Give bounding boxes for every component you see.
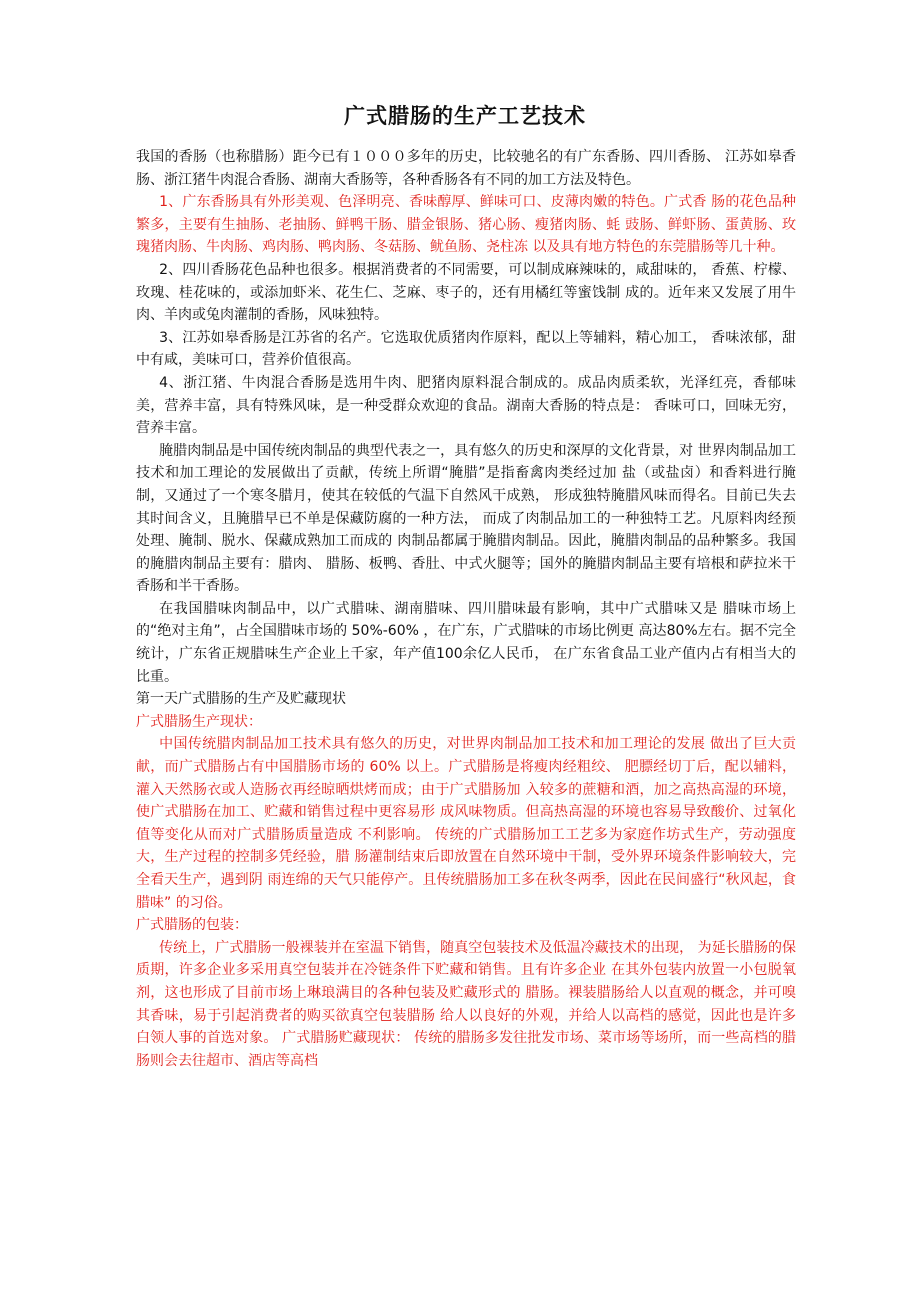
paragraph-guangdong-sausage: 1、广东香肠具有外形美观、色泽明亮、香味醇厚、鲜味可口、皮薄肉嫩的特色。广式香 肠的花色品种繁多，主要有生抽肠、老抽肠、鲜鸭干肠、腊金银肠、猪心肠、瘦猪肉肠、蚝 豉肠、鲜虾肠、蛋黄肠、玫瑰猪肉肠、牛肉肠、鸡肉肠、鸭肉肠、冬菇肠、鱿鱼肠、尧柱冻 以及具有地方特色的东莞腊肠等几十种。	[136, 194, 796, 256]
paragraph-zhejiang-sausage: 4、浙江猪、牛肉混合香肠是选用牛肉、肥猪肉原料混合制成的。成品肉质柔软，光泽红亮，香郁味美，营养丰富，具有特殊风味，是一种受群众欢迎的食品。湖南大香肠的特点是： 香味可口，回味无穷，营养丰富。	[136, 374, 796, 437]
paragraph-jiangsu-sausage: 3、江苏如皋香肠是江苏省的名产。它选取优质猪肉作原料，配以上等辅料，精心加工， 香味浓郁，甜中有咸，美味可口，营养价值很高。	[136, 329, 796, 369]
document-title: 广式腊肠的生产工艺技术	[344, 104, 586, 128]
paragraph-market: 在我国腊味肉制品中，以广式腊味、湖南腊味、四川腊味最有影响，其中广式腊味又是 腊味市场上的“绝对主角”，占全国腊味市场的 50%-60% ，在广东，广式腊味的市场比例更 高达80%左右。据不完全统计，广东省正规腊味生产企业上千家，年产值100余亿人民币， 在广东省食品工业产值内占有相当大的比重。	[136, 600, 796, 685]
document-body	[136, 146, 796, 1072]
paragraph-cured-meat: 腌腊肉制品是中国传统肉制品的典型代表之一，具有悠久的历史和深厚的文化背景，对 世界肉制品加工技术和加工理论的发展做出了贡献，传统上所谓“腌腊”是指畜禽肉类经过加 盐（或盐卤）和香料进行腌制，又通过了一个寒冬腊月，使其在较低的气温下自然风干成熟， 形成独特腌腊风味而得名。目前已失去其时间含义，且腌腊早已不单是保藏防腐的一种方法， 而成了肉制品加工的一种独特工艺。凡原料肉经预处理、腌制、脱水、保藏成熟加工而成的 肉制品都属于腌腊肉制品。因此，腌腊肉制品的品种繁多。我国的腌腊肉制品主要有：腊肉、 腊肠、板鸭、香肚、中式火腿等；国外的腌腊肉制品主要有培根和萨拉米干香肠和半干香肠。	[136, 442, 796, 595]
paragraph-sichuan-sausage: 2、四川香肠花色品种也很多。根据消费者的不同需要，可以制成麻辣味的，咸甜味的， 香蕉、柠檬、玫瑰、桂花味的，或添加虾米、花生仁、芝麻、枣子的，还有用橘红等蜜饯制 成的。近年来又发展了用牛肉、羊肉或兔肉灌制的香肠，风味独特。	[136, 261, 796, 324]
paragraph-production-status: 中国传统腊肉制品加工技术具有悠久的历史，对世界肉制品加工技术和加工理论的发展 做出了巨大贡献，而广式腊肠占有中国腊肠市场的 60% 以上。广式腊肠是将瘦肉经粗绞、 肥膘经切丁后，配以辅料， 灌入天然肠衣或人造肠衣再经晾晒烘烤而成；由于广式腊肠加 入较多的蔗糖和酒，加之高热高湿的环境，使广式腊肠在加工、贮藏和销售过程中更容易形 成风味物质。但高热高湿的环境也容易导致酸价、过氧化值等变化从而对广式腊肠质量造成 不利影响。 传统的广式腊肠加工工艺多为家庭作坊式生产，劳动强度大，生产过程的控制多凭经验，腊 肠灌制结束后即放置在自然环境中干制，受外界环境条件影响较大，完全看天生产，遇到阴 雨连绵的天气只能停产。且传统腊肠加工多在秋冬两季，因此在民间盛行“秋风起，食腊味” 的习俗。	[136, 736, 796, 911]
subheading-packaging: 广式腊肠的包装：	[136, 917, 248, 934]
section-heading-production-storage: 第一天广式腊肠的生产及贮藏现状	[136, 691, 346, 708]
paragraph-packaging: 传统上，广式腊肠一般裸装并在室温下销售，随真空包装技术及低温冷藏技术的出现， 为延长腊肠的保质期，许多企业多采用真空包装并在冷链条件下贮藏和销售。且有许多企业 在其外包装内放置一小包脱氧剂，这也形成了目前市场上琳琅满目的各种包装及贮藏形式的 腊肠。裸装腊肠给人以直观的概念，并可嗅其香味，易于引起消费者的购买欲真空包装腊肠 给人以良好的外观，并给人以高档的感觉，因此也是许多白领人事的首选对象。 广式腊肠贮藏现状： 传统的腊肠多发往批发市场、菜市场等场所，而一些高档的腊肠则会去往超市、酒店等高档	[136, 939, 796, 1069]
subheading-production-status: 广式腊肠生产现状：	[136, 713, 262, 730]
paragraph-intro: 我国的香肠（也称腊肠）距今已有１０００多年的历史，比较驰名的有广东香肠、四川香肠、 江苏如皋香肠、浙江猪牛肉混合香肠、湖南大香肠等，各种香肠各有不同的加工方法及特色。	[136, 149, 796, 188]
